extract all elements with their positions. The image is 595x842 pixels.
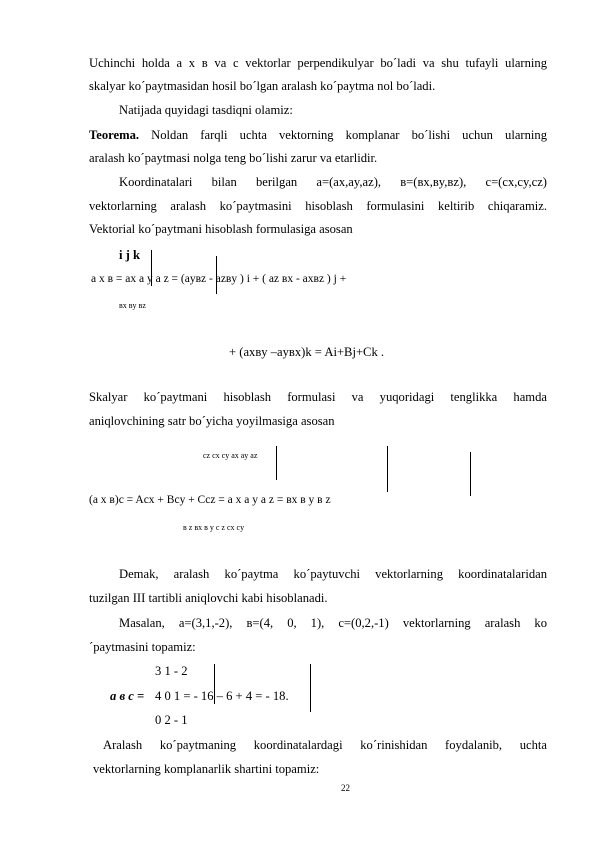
- theorem-text: Noldan farqli uchta vektorning komplanar bo´lishi uchun ularning: [151, 128, 547, 142]
- text-line: Skalyar ko´paytmani hisoblash formulasi va yuqoridagi tenglikka hamda: [89, 390, 547, 404]
- text-line: Vektorial ko´paytmani hisoblash formulasiga asosan: [89, 222, 353, 236]
- text-line: Demak, aralash ko´paytma ko´paytuvchi vektorlarning koordinatalaridan: [119, 567, 547, 581]
- theorem-label: Teorema.: [89, 128, 140, 142]
- determinant-bar: [310, 664, 311, 712]
- page-number: 22: [341, 783, 350, 793]
- text-line: tuzilgan III tartibli aniqlovchi kabi hisoblanadi.: [89, 591, 328, 605]
- formula-row: в z вx в y c z cx cy: [183, 523, 245, 532]
- formula-row: (a x в)c = Acx + Bcy + Ccz = a x a y a z = вx в y в z: [89, 494, 331, 506]
- determinant-bar: [387, 446, 388, 492]
- formula-row: вx вy вz: [119, 301, 146, 310]
- text-line: aralash ko´paytmasi nolga teng bo´lishi zarur va etarlidir.: [89, 151, 378, 165]
- text-line: aniqlovchining satr bo´yicha yoyilmasiga asosan: [89, 414, 335, 428]
- matrix-lhs: a в c =: [110, 689, 145, 703]
- text-line: vektorlarning komplanarlik shartini topamiz:: [93, 762, 320, 776]
- text-line: vektorlarning aralash ko´paytmasini hisoblash formulasini keltirib chiqaramiz.: [89, 199, 547, 213]
- text-line: Koordinatalari bilan berilgan a=(ax,ay,az), в=(вx,вy,вz), c=(cx,cy,cz): [119, 175, 547, 189]
- determinant-bar: [470, 452, 471, 496]
- matrix-row: 4 0 1 = - 16 – 6 + 4 = - 18.: [155, 689, 289, 703]
- formula-row: a x в = ax a y a z = (ayвz - azвy ) i + ( az вx - axвz ) j +: [91, 273, 347, 285]
- theorem-line: [89, 128, 547, 143]
- matrix-row: 0 2 - 1: [155, 713, 188, 727]
- text-line: ´paytmasini topamiz:: [89, 640, 196, 654]
- text-line: Aralash ko´paytmaning koordinatalardagi ko´rinishidan foydalanib, uchta: [103, 738, 547, 752]
- matrix-row: 3 1 - 2: [155, 664, 188, 678]
- text-line: Natijada quyidagi tasdiqni olamiz:: [119, 103, 293, 117]
- text-line: Uchinchi holda a x в va c vektorlar perpendikulyar bo´ladi va shu tufayli ularning: [89, 56, 547, 70]
- formula-row: i j k: [119, 248, 140, 262]
- determinant-bar: [276, 446, 277, 480]
- formula-row: + (axвy –ayвx)k = Ai+Bj+Ck .: [229, 345, 385, 359]
- text-line: skalyar ko´paytmasidan hosil bo´lgan aralash ko´paytma nol bo´ladi.: [89, 79, 436, 93]
- text-line: Masalan, a=(3,1,-2), в=(4, 0, 1), c=(0,2,-1) vektorlarning aralash ko: [119, 616, 547, 630]
- formula-row: cz cx cy ax ay az: [203, 451, 258, 460]
